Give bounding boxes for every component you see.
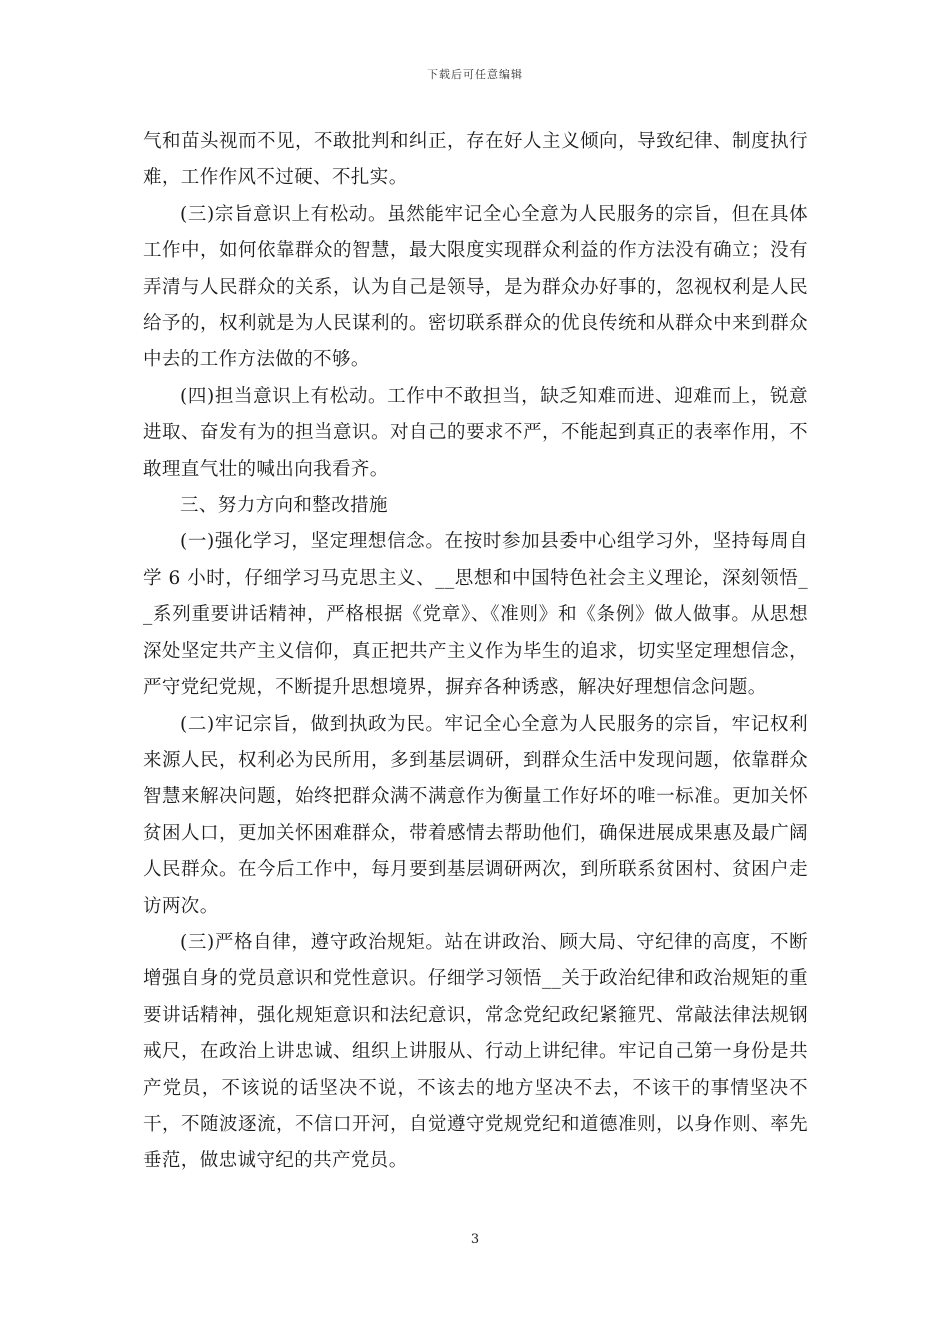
paragraph-serve-people: (二)牢记宗旨，做到执政为民。牢记全心全意为人民服务的宗旨，牢记权利来源人民，权利必为民所用，多到基层调研，到群众生活中发现问题，依靠群众智慧来解决问题，始终把群众满不满意作为衡量工作好坏的唯一标准。更加关怀贫困人口，更加关怀困难群众，带着感情去帮助他们，确保进展成果惠及最广阔人民群众。在今后工作中，每月要到基层调研两次，到所联系贫困村、贫困户走访两次。 xyxy=(143,713,808,917)
page-number: 3 xyxy=(470,1232,480,1247)
paragraph-strengthen-study: (一)强化学习，坚定理想信念。在按时参加县委中心组学习外，坚持每周自学 6 小时，仔细学习马克思主义、__思想和中国特色社会主义理论，深刻领悟__系列重要讲话精神，严格根据《党章》、《准则》和《条例》做人做事。从思想深处坚定共产主义信仰，真正把共产主义作为毕生的追求，切实坚定理想信念，严守党纪党规，不断提升思想境界，摒弃各种诱惑，解决好理想信念问题。 xyxy=(143,531,808,699)
document-body xyxy=(143,124,808,1180)
paragraph-continuation: 气和苗头视而不见，不敢批判和纠正，存在好人主义倾向，导致纪律、制度执行难，工作作风不过硬、不扎实。 xyxy=(143,131,808,189)
section-heading-improvement-measures: 三、努力方向和整改措施 xyxy=(180,495,388,517)
page-header: 下载后可任意编辑 xyxy=(427,68,523,81)
paragraph-self-discipline: (三)严格自律，遵守政治规矩。站在讲政治、顾大局、守纪律的高度，不断增强自身的党员意识和党性意识。仔细学习领悟__关于政治纪律和政治规矩的重要讲话精神，强化规矩意识和法纪意识，常念党纪政纪紧箍咒、常敲法律法规钢戒尺，在政治上讲忠诚、组织上讲服从、行动上讲纪律。牢记自己第一身份是共产党员，不该说的话坚决不说，不该去的地方坚决不去，不该干的事情坚决不干，不随波逐流，不信口开河，自觉遵守党规党纪和道德准则，以身作则、率先垂范，做忠诚守纪的共产党员。 xyxy=(143,931,808,1172)
paragraph-responsibility-awareness: (四)担当意识上有松动。工作中不敢担当，缺乏知难而进、迎难而上，锐意进取、奋发有为的担当意识。对自己的要求不严，不能起到真正的表率作用，不敢理直气壮的喊出向我看齐。 xyxy=(143,385,808,480)
paragraph-purpose-awareness: (三)宗旨意识上有松动。虽然能牢记全心全意为人民服务的宗旨，但在具体工作中，如何依靠群众的智慧，最大限度实现群众利益的作方法没有确立；没有弄清与人民群众的关系，认为自己是领导，是为群众办好事的，忽视权利是人民给予的，权利就是为人民谋利的。密切联系群众的优良传统和从群众中来到群众中去的工作方法做的不够。 xyxy=(143,203,808,371)
